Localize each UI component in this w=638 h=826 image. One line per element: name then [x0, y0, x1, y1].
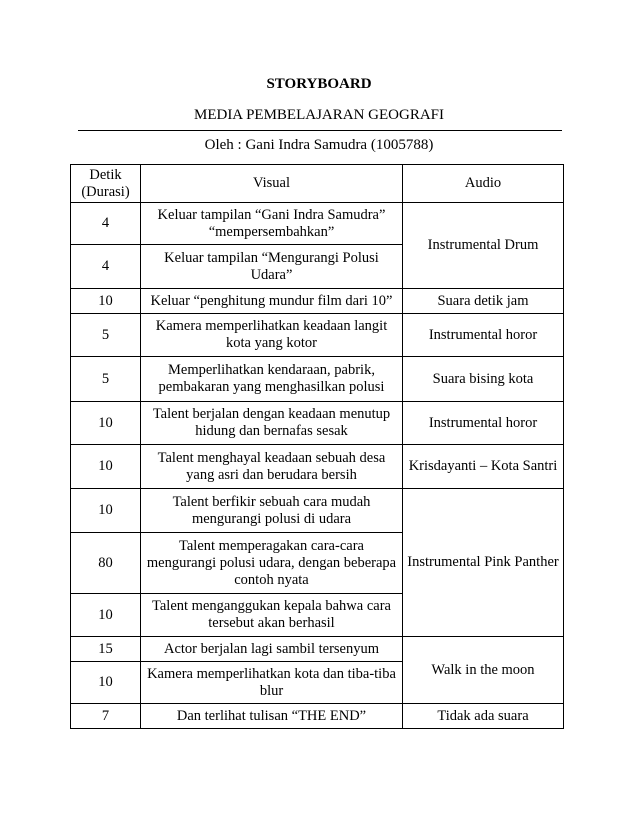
duration-cell: 4: [71, 203, 141, 245]
table-row: [71, 357, 564, 402]
table-row: [71, 314, 564, 357]
header-visual: Visual: [141, 165, 403, 203]
visual-cell: Keluar tampilan “Mengurangi Polusi Udara”: [141, 245, 403, 289]
visual-cell: Kamera memperlihatkan kota dan tiba-tiba blur: [141, 662, 403, 704]
duration-cell: 5: [71, 357, 141, 402]
table-row: [71, 402, 564, 445]
table-row: [71, 637, 564, 662]
visual-cell: Talent berfikir sebuah cara mudah mengurangi polusi di udara: [141, 489, 403, 533]
duration-cell: 4: [71, 245, 141, 289]
table-row: [71, 203, 564, 245]
visual-cell: Kamera memperlihatkan keadaan langit kota yang kotor: [141, 314, 403, 357]
audio-cell: Instrumental Drum: [403, 203, 564, 289]
audio-cell: Walk in the moon: [403, 637, 564, 704]
document-subtitle: MEDIA PEMBELAJARAN GEOGRAFI: [193, 107, 444, 123]
duration-cell: 10: [71, 662, 141, 704]
audio-cell: Krisdayanti – Kota Santri: [403, 445, 564, 489]
storyboard-table: [70, 164, 564, 729]
header-audio: Audio: [403, 165, 564, 203]
table-row: [71, 445, 564, 489]
visual-cell: Memperlihatkan kendaraan, pabrik, pembakaran yang menghasilkan polusi: [141, 357, 403, 402]
visual-cell: Talent berjalan dengan keadaan menutup hidung dan bernafas sesak: [141, 402, 403, 445]
audio-cell: Suara bising kota: [403, 357, 564, 402]
audio-cell: Instrumental Pink Panther: [403, 489, 564, 637]
header-divider: [78, 130, 562, 131]
audio-cell: Instrumental horor: [403, 402, 564, 445]
header-duration: Detik (Durasi): [71, 165, 141, 203]
document-title: STORYBOARD: [266, 76, 372, 92]
duration-cell: 5: [71, 314, 141, 357]
duration-cell: 10: [71, 489, 141, 533]
table-row: [71, 704, 564, 729]
visual-cell: Keluar “penghitung mundur film dari 10”: [141, 289, 403, 314]
duration-cell: 10: [71, 289, 141, 314]
audio-cell: Suara detik jam: [403, 289, 564, 314]
table-header-row: [71, 165, 564, 203]
duration-cell: 10: [71, 402, 141, 445]
duration-cell: 10: [71, 445, 141, 489]
duration-cell: 15: [71, 637, 141, 662]
author-line: Oleh : Gani Indra Samudra (1005788): [204, 137, 434, 153]
duration-cell: 80: [71, 533, 141, 594]
audio-cell: Tidak ada suara: [403, 704, 564, 729]
visual-cell: Dan terlihat tulisan “THE END”: [141, 704, 403, 729]
visual-cell: Talent menganggukan kepala bahwa cara tersebut akan berhasil: [141, 594, 403, 637]
table-row: [71, 289, 564, 314]
table-row: [71, 489, 564, 533]
visual-cell: Keluar tampilan “Gani Indra Samudra” “mempersembahkan”: [141, 203, 403, 245]
duration-cell: 7: [71, 704, 141, 729]
duration-cell: 10: [71, 594, 141, 637]
visual-cell: Talent menghayal keadaan sebuah desa yang asri dan berudara bersih: [141, 445, 403, 489]
audio-cell: Instrumental horor: [403, 314, 564, 357]
visual-cell: Talent memperagakan cara-cara mengurangi polusi udara, dengan beberapa contoh nyata: [141, 533, 403, 594]
visual-cell: Actor berjalan lagi sambil tersenyum: [141, 637, 403, 662]
